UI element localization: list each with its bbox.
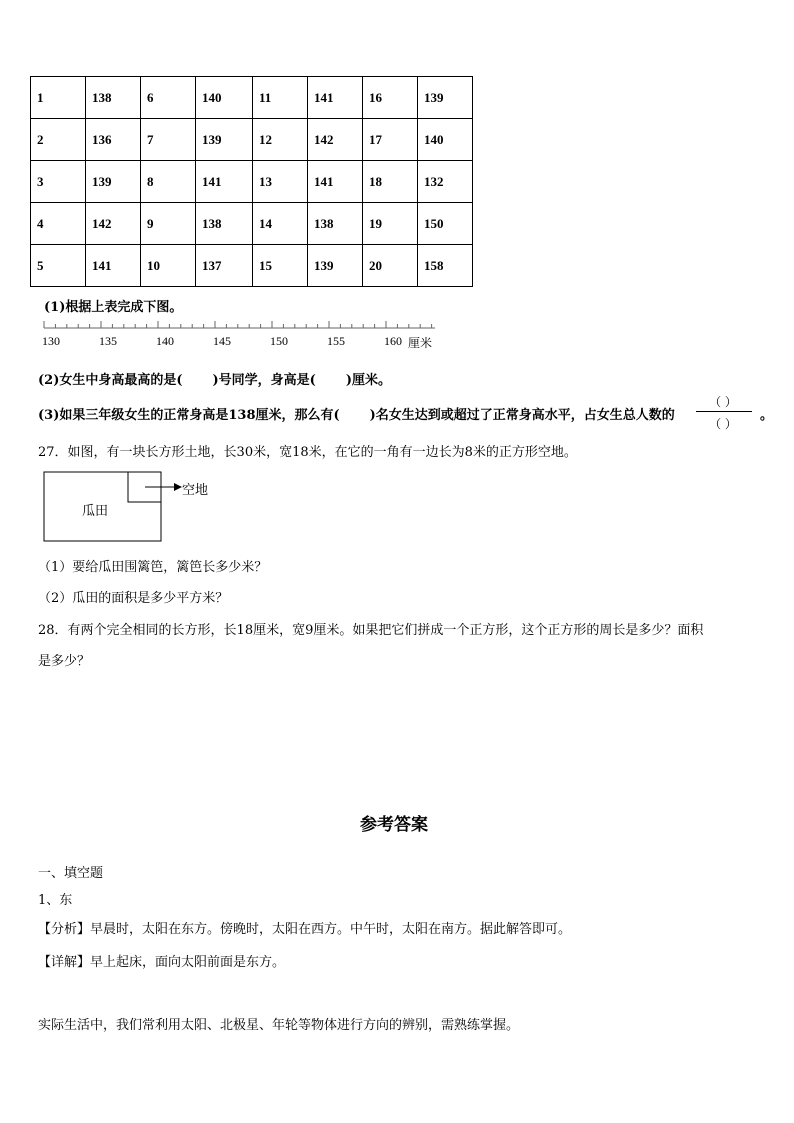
q26-part3-b: )名女生达到或超过了正常身高水平，占女生总人数的 <box>369 408 675 423</box>
table-cell: 132 <box>418 161 473 203</box>
number-line-labels <box>40 334 460 350</box>
axis-tick-label: 140 <box>156 334 174 348</box>
table-row <box>31 203 473 245</box>
table-cell: 139 <box>308 245 363 287</box>
fraction-denominator: （ ） <box>709 417 737 431</box>
q26-part1: (1)根据上表完成下图。 <box>44 300 183 315</box>
table-row <box>31 245 473 287</box>
arrow-icon <box>174 483 182 491</box>
q28-line1: 28．有两个完全相同的长方形，长18厘米，宽9厘米。如果把它们拼成一个正方形，这个正方形的周长是多少？面积 <box>38 623 704 638</box>
table-cell: 139 <box>418 77 473 119</box>
field-diagram <box>42 470 242 545</box>
table-cell: 150 <box>418 203 473 245</box>
height-table <box>30 76 473 287</box>
answer-item-1: 1、东 <box>38 893 73 908</box>
q26-part3-end: 。 <box>760 408 774 423</box>
table-cell: 139 <box>196 119 253 161</box>
q26-part2 <box>38 369 391 388</box>
axis-tick-label: 130 <box>42 334 60 348</box>
q26-part3-a: (3)如果三年级女生的正常身高是138厘米，那么有( <box>38 408 340 423</box>
table-cell: 14 <box>253 203 308 245</box>
table-cell: 158 <box>418 245 473 287</box>
table-cell: 5 <box>31 245 86 287</box>
fraction-numerator: （ ） <box>709 395 737 409</box>
table-cell: 141 <box>196 161 253 203</box>
table-cell: 141 <box>308 161 363 203</box>
table-cell: 138 <box>196 203 253 245</box>
table-cell: 1 <box>31 77 86 119</box>
table-cell: 11 <box>253 77 308 119</box>
table-cell: 139 <box>86 161 141 203</box>
table-cell: 12 <box>253 119 308 161</box>
axis-tick-label: 160 <box>384 334 402 348</box>
q26-part2-c: )厘米。 <box>345 373 391 388</box>
table-row <box>31 77 473 119</box>
table-cell: 3 <box>31 161 86 203</box>
q26-part3 <box>38 404 675 423</box>
q27-sub2: （2）瓜田的面积是多少平方米？ <box>38 591 229 606</box>
table-cell: 141 <box>308 77 363 119</box>
table-cell: 140 <box>196 77 253 119</box>
table-cell: 4 <box>31 203 86 245</box>
table-cell: 16 <box>363 77 418 119</box>
q27-sub1: （1）要给瓜田围篱笆，篱笆长多少米？ <box>38 560 268 575</box>
answer-analysis: 【分析】早晨时，太阳在东方。傍晚时，太阳在西方。中午时，太阳在南方。据此解答即可。 <box>38 922 572 937</box>
table-cell: 15 <box>253 245 308 287</box>
q28-line2: 是多少？ <box>38 654 91 669</box>
table-cell: 17 <box>363 119 418 161</box>
field-label: 瓜田 <box>82 504 109 519</box>
axis-tick-label: 150 <box>270 334 288 348</box>
axis-tick-label: 155 <box>327 334 345 348</box>
empty-label: 空地 <box>182 483 209 498</box>
answers-section: 一、填空题 <box>38 866 104 881</box>
axis-tick-label: 145 <box>213 334 231 348</box>
answers-title: 参考答案 <box>360 815 428 835</box>
table-cell: 9 <box>141 203 196 245</box>
axis-unit: 厘米 <box>408 336 433 350</box>
table-cell: 138 <box>308 203 363 245</box>
answer-note: 实际生活中，我们常利用太阳、北极星、年轮等物体进行方向的辨别，需熟练掌握。 <box>38 1018 520 1033</box>
table-cell: 10 <box>141 245 196 287</box>
table-cell: 7 <box>141 119 196 161</box>
table-cell: 6 <box>141 77 196 119</box>
q26-part2-b: )号同学，身高是( <box>212 373 316 388</box>
table-cell: 8 <box>141 161 196 203</box>
table-cell: 142 <box>308 119 363 161</box>
fraction-blank <box>692 393 760 431</box>
axis-tick-label: 135 <box>99 334 117 348</box>
table-cell: 136 <box>86 119 141 161</box>
table-row <box>31 119 473 161</box>
table-cell: 20 <box>363 245 418 287</box>
table-cell: 140 <box>418 119 473 161</box>
table-cell: 142 <box>86 203 141 245</box>
q27-text: 27．如图，有一块长方形土地，长30米，宽18米，在它的一角有一边长为8米的正方形空地。 <box>38 445 577 460</box>
table-cell: 138 <box>86 77 141 119</box>
q26-part2-a: (2)女生中身高最高的是( <box>38 373 183 388</box>
table-cell: 13 <box>253 161 308 203</box>
table-cell: 141 <box>86 245 141 287</box>
answer-detail: 【详解】早上起床，面向太阳前面是东方。 <box>38 955 286 970</box>
table-cell: 19 <box>363 203 418 245</box>
table-cell: 137 <box>196 245 253 287</box>
table-cell: 18 <box>363 161 418 203</box>
table-cell: 2 <box>31 119 86 161</box>
fraction-bar <box>696 411 752 412</box>
table-row <box>31 161 473 203</box>
